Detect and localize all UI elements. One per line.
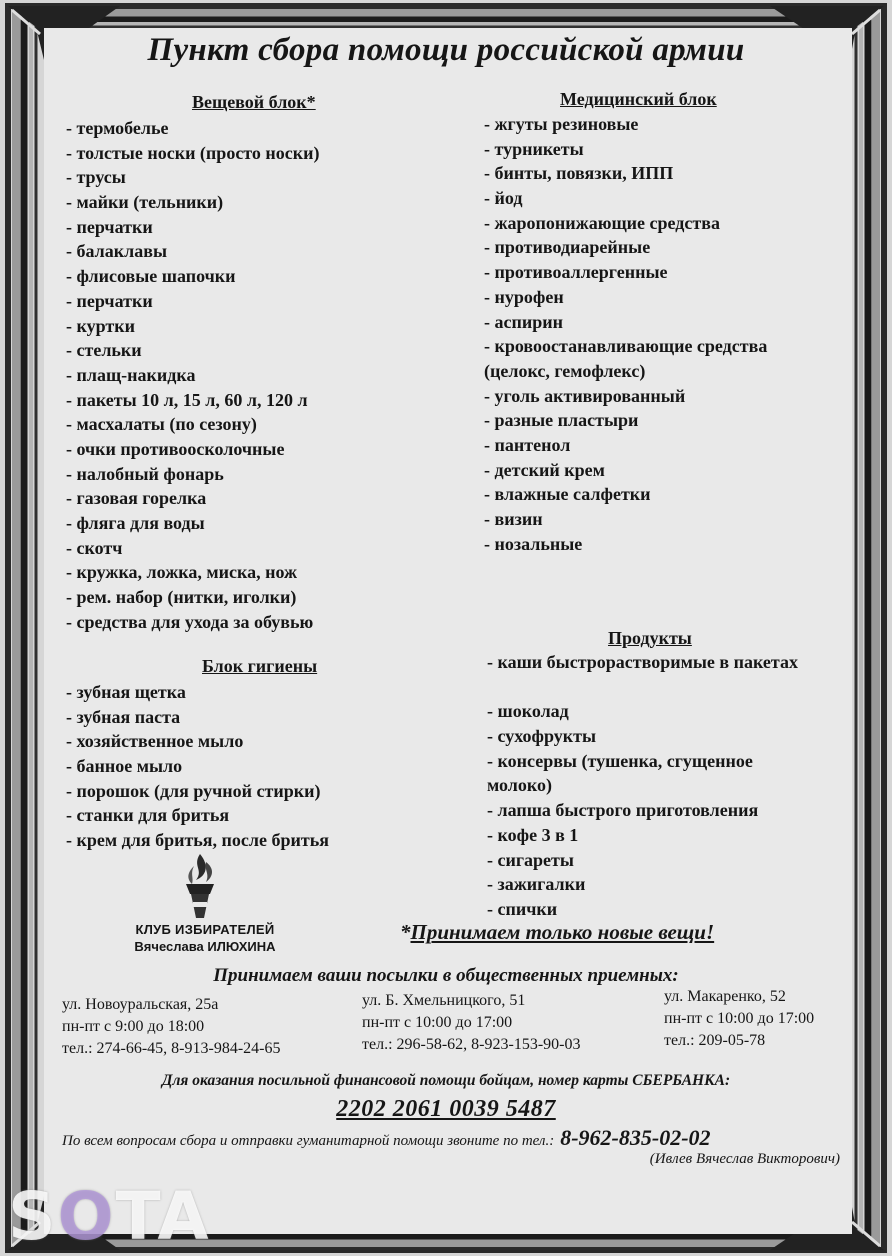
office-hours: пн-пт с 10:00 до 17:00 (664, 1010, 815, 1027)
list-item: - масхалаты (по сезону) (66, 414, 257, 435)
list-item: - бинты, повязки, ИПП (484, 163, 674, 184)
list-item: - сухофрукты (487, 726, 597, 747)
list-item: - очки противоосколочные (66, 438, 285, 459)
list-item: - скотч (66, 537, 123, 558)
list-item: - лапша быстрого приготовления (487, 800, 759, 821)
list-item: - толстые носки (просто носки) (66, 142, 320, 163)
list-item: - перчатки (66, 290, 153, 311)
office-street: ул. Новоуральская, 25а (62, 996, 219, 1013)
watermark-logo (8, 1178, 211, 1255)
list-item: - налобный фонарь (66, 463, 224, 484)
club-name-line2: Вячеслава ИЛЮХИНА (134, 939, 276, 954)
office-street: ул. Макаренко, 52 (664, 988, 786, 1005)
list-item: - консервы (тушенка, сгущенное молоко) (487, 750, 753, 796)
list-item: - крем для бритья, после бритья (66, 830, 329, 851)
list-item: - разные пластыри (484, 410, 639, 431)
note-text: Принимаем только новые вещи! (410, 920, 715, 944)
parcels-heading: Принимаем ваши посылки в общественных приемных: (213, 965, 679, 986)
medical-list (484, 112, 829, 556)
watermark-o: O (57, 1178, 116, 1255)
list-item: - нурофен (484, 286, 564, 307)
clothing-block-title: Вещевой блок* (192, 92, 316, 112)
list-item: - зубная паста (66, 706, 181, 727)
list-item: - куртки (66, 315, 135, 336)
list-item: - газовая горелка (66, 488, 207, 509)
list-item: - сигареты (487, 849, 574, 870)
office-2 (362, 990, 581, 1056)
list-item: - порошок (для ручной стирки) (66, 780, 321, 801)
list-item: - флисовые шапочки (66, 266, 236, 287)
list-item: - аспирин (484, 311, 563, 332)
office-street: ул. Б. Хмельницкого, 51 (362, 992, 526, 1009)
contact-line (62, 1125, 711, 1151)
office-phone: тел.: 209-05-78 (664, 1032, 766, 1049)
card-number: 2202 2061 0039 5487 (336, 1096, 556, 1122)
hygiene-block-title: Блок гигиены (202, 656, 318, 676)
list-item: - балаклавы (66, 241, 167, 262)
list-item: - средства для ухода за обувью (66, 611, 314, 632)
list-item: - противодиарейные (484, 237, 651, 258)
list-item: - шоколад (487, 701, 569, 722)
page-title: Пункт сбора помощи российской армии (147, 32, 745, 68)
list-item: - жгуты резиновые (484, 114, 639, 134)
office-hours: пн-пт с 9:00 до 18:00 (62, 1018, 205, 1035)
list-item: - перчатки (66, 216, 153, 237)
office-3 (664, 986, 814, 1052)
food-block-title: Продукты (608, 628, 692, 648)
office-phone: тел.: 274-66-45, 8-913-984-24-65 (62, 1040, 281, 1057)
list-item: - термобелье (66, 118, 169, 138)
contact-phone: 8-962-835-02-02 (560, 1125, 711, 1150)
list-item: - рем. набор (нитки, иголки) (66, 587, 297, 608)
list-item: - влажные салфетки (484, 484, 651, 505)
list-item: - кровоостанавливающие средства (целокс, гемофлекс) (484, 336, 768, 381)
list-item: - каши быстрорастворимые в пакетах (487, 652, 798, 672)
watermark-rest: TA (115, 1178, 211, 1255)
contact-person: (Ивлев Вячеслав Викторович) (649, 1151, 840, 1167)
list-item: - майки (тельники) (66, 192, 224, 213)
office-hours: пн-пт с 10:00 до 17:00 (362, 1014, 513, 1031)
list-item: - визин (484, 509, 543, 530)
list-item: - зажигалки (487, 874, 586, 895)
food-list (487, 650, 812, 922)
list-item: - трусы (66, 167, 126, 188)
list-item: - спички (487, 898, 558, 919)
list-item: - детский крем (484, 459, 605, 480)
list-item: - стельки (66, 340, 142, 361)
medical-block-title: Медицинский блок (560, 89, 717, 109)
finance-note: Для оказания посильной финансовой помощи бойцам, номер карты СБЕРБАНКА: (161, 1072, 731, 1089)
list-item: - пакеты 10 л, 15 л, 60 л, 120 л (66, 389, 308, 410)
list-item: - нозальные (484, 533, 583, 554)
list-item: - плащ-накидка (66, 364, 196, 385)
list-item: - фляга для воды (66, 513, 205, 533)
list-item: - банное мыло (66, 756, 183, 777)
list-item: - кружка, ложка, миска, нож (66, 562, 298, 583)
contact-text: По всем вопросам сбора и отправки гуманитарной помощи звоните по тел.: (62, 1133, 555, 1149)
list-item: - йод (484, 188, 523, 209)
list-item: - зубная щетка (66, 682, 186, 702)
list-item: - пантенол (484, 434, 571, 455)
new-items-note (400, 920, 714, 945)
list-item: - уголь активированный (484, 385, 686, 406)
watermark-s: S (8, 1178, 58, 1255)
list-item: - хозяйственное мыло (66, 731, 244, 752)
note-asterisk: * (400, 920, 411, 944)
list-item: - станки для бритья (66, 805, 230, 826)
clothing-list (66, 116, 406, 634)
office-phone: тел.: 296-58-62, 8-923-153-90-03 (362, 1036, 581, 1053)
list-item: - кофе 3 в 1 (487, 824, 579, 845)
hygiene-list (66, 680, 406, 853)
club-name-line1: КЛУБ ИЗБИРАТЕЛЕЙ (135, 922, 275, 937)
office-1 (62, 994, 281, 1060)
list-item: - турникеты (484, 138, 584, 159)
list-item: - противоаллергенные (484, 262, 668, 283)
list-item: - жаропонижающие средства (484, 212, 720, 233)
torch-icon (170, 852, 230, 922)
